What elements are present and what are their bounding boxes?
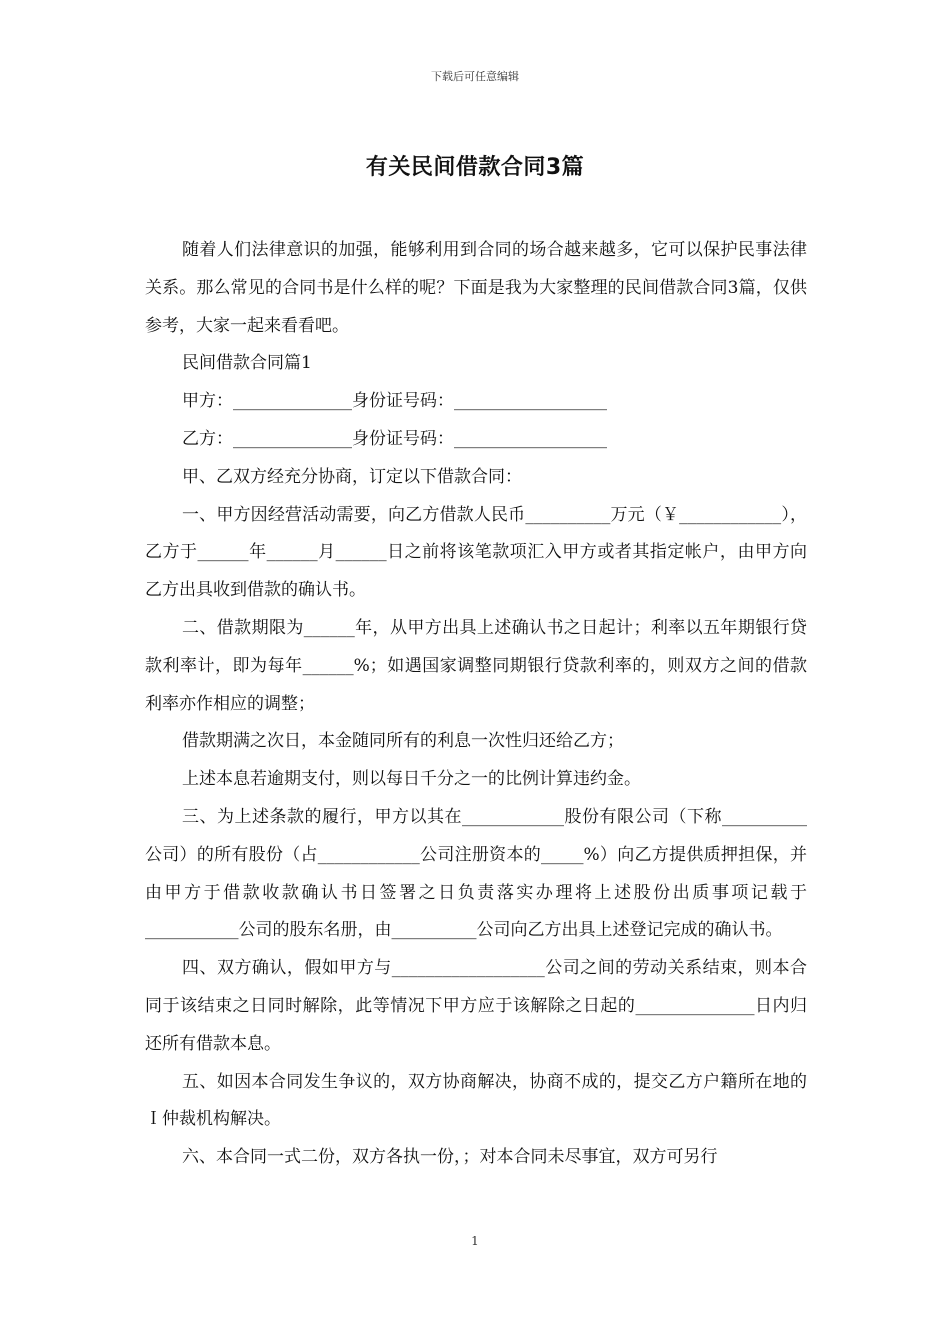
intro-paragraph: 随着人们法律意识的加强，能够利用到合同的场合越来越多，它可以保护民事法律关系。那么常见的合同书是什么样的呢？下面是我为大家整理的民间借款合同3篇，仅供参考，大家一起来看看吧。 [145, 240, 807, 336]
clause-2-penalty: 上述本息若逾期支付，则以每日千分之一的比例计算违约金。 [182, 769, 641, 790]
clause-5: 五、如因本合同发生争议的，双方协商解决，协商不成的，提交乙方户籍所在地的Ｉ仲裁机构解决。 [145, 1071, 807, 1130]
clause-6: 六、本合同一式二份，双方各执一份，；对本合同未尽事宜，双方可另行 [182, 1147, 718, 1168]
section-heading: 民间借款合同篇1 [182, 353, 312, 374]
header-note: 下载后可任意编辑 [431, 70, 519, 83]
page-number: 1 [471, 1234, 479, 1248]
clause-2: 二、借款期限为______年，从甲方出具上述确认书之日起计；利率以五年期银行贷款利率计，即为每年______%；如遇国家调整同期银行贷款利率的，则双方之间的借款利率亦作相应的调整； [145, 617, 807, 714]
clause-2-repayment: 借款期满之次日，本金随同所有的利息一次性归还给乙方； [182, 731, 624, 752]
party-b-line: 乙方：______________身份证号码：__________________ [182, 428, 607, 449]
clause-4: 四、双方确认，假如甲方与__________________公司之间的劳动关系结束，则本合同于该结束之日同时解除，此等情况下甲方应于该解除之日起的______________日内归还所有借款本息。 [145, 958, 807, 1054]
document-body [145, 232, 807, 1177]
party-a-line: 甲方：______________身份证号码：__________________ [182, 391, 607, 412]
document-title: 有关民间借款合同3篇 [365, 155, 585, 180]
clause-3: 三、为上述条款的履行，甲方以其在____________股份有限公司（下称__________公司）的所有股份（占____________公司注册资本的_____%）向乙方提供质押担保，并由甲方于借款收款确认书日签署之日负责落实办理将上述股份出质事项记载于___________公司的股东名册，由__________公司向乙方出具上述登记完成的确认书。 [145, 806, 807, 941]
agreement-intro: 甲、乙双方经充分协商，订定以下借款合同： [182, 466, 522, 487]
clause-1: 一、甲方因经营活动需要，向乙方借款人民币__________万元（￥____________），乙方于______年______月______日之前将该笔款项汇入甲方或者其指定帐户，由甲方向乙方出具收到借款的确认书。 [145, 504, 807, 601]
